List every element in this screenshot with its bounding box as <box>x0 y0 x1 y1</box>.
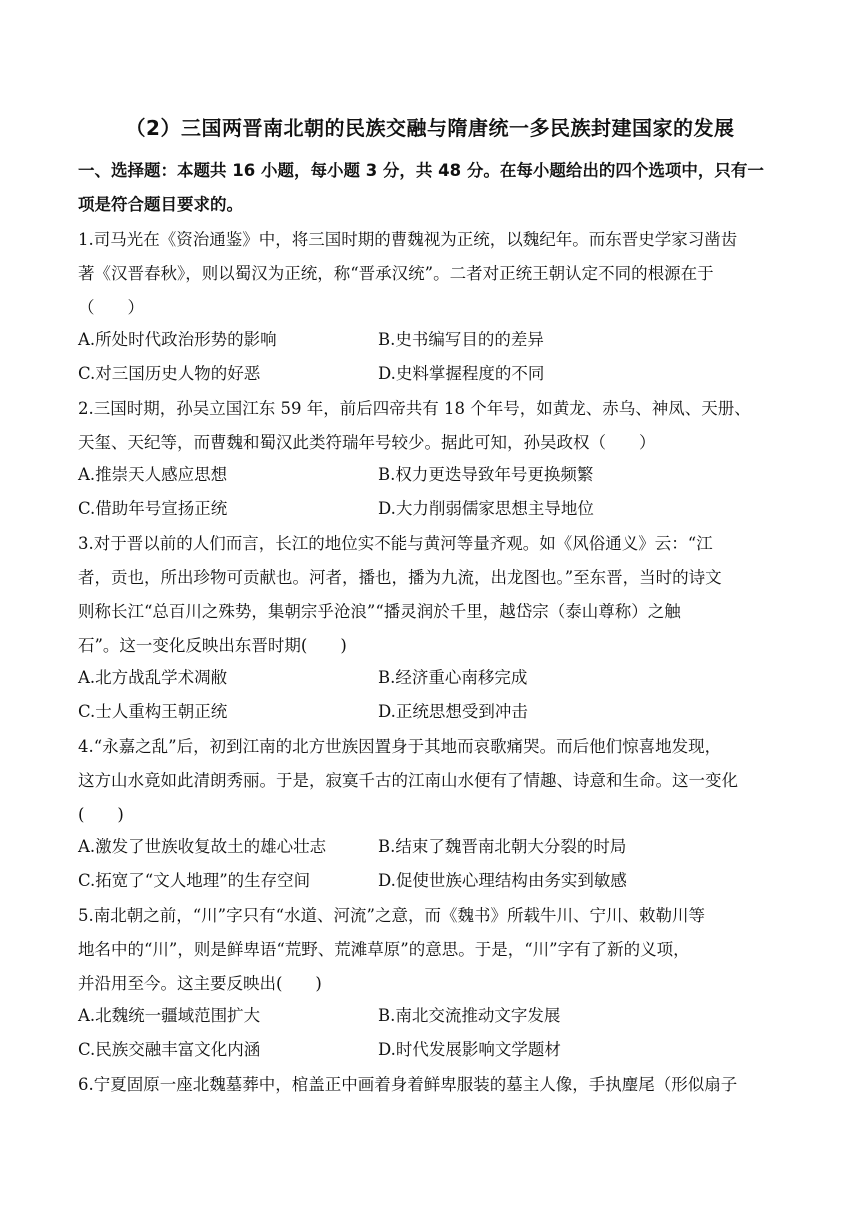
question-1-stem-line-3: （ ） <box>78 298 144 317</box>
question-3-option-c[interactable]: C.士人重构王朝正统 <box>78 702 228 721</box>
question-3-stem-line-1: 3.对于晋以前的人们而言，长江的地位实不能与黄河等量齐观。如《风俗通义》云：“江 <box>78 534 713 553</box>
question-1-option-d[interactable]: D.史料掌握程度的不同 <box>378 364 545 383</box>
question-5-option-b[interactable]: B.南北交流推动文字发展 <box>378 1006 561 1025</box>
question-1-option-b[interactable]: B.史书编写目的的差异 <box>378 330 544 349</box>
question-3-option-b[interactable]: B.经济重心南移完成 <box>378 668 528 687</box>
question-2-stem-line-2: 天玺、天纪等，而曹魏和蜀汉此类符瑞年号较少。据此可知，孙吴政权（ ） <box>78 433 656 452</box>
question-5-stem-line-2: 地名中的“川”，则是鲜卑语“荒野、荒滩草原”的意思。于是，“川”字有了新的义项， <box>78 940 690 959</box>
question-2-option-c[interactable]: C.借助年号宣扬正统 <box>78 499 228 518</box>
question-4-stem-line-1: 4.“永嘉之乱”后，初到江南的北方世族因置身于其地而哀歌痛哭。而后他们惊喜地发现， <box>78 737 722 756</box>
question-6-stem-line-1: 6.宁夏固原一座北魏墓葬中，棺盖正中画着身着鲜卑服装的墓主人像，手执麈尾（形似扇子 <box>78 1075 738 1094</box>
question-1-stem-line-2: 著《汉晋春秋》，则以蜀汉为正统，称“晋承汉统”。二者对正统王朝认定不同的根源在于 <box>78 264 714 283</box>
question-5-option-c[interactable]: C.民族交融丰富文化内涵 <box>78 1040 261 1059</box>
question-2-option-b[interactable]: B.权力更迭导致年号更换频繁 <box>378 465 594 484</box>
question-1-stem-line-1: 1.司马光在《资治通鉴》中，将三国时期的曹魏视为正统，以魏纪年。而东晋史学家习凿齿 <box>78 230 738 249</box>
question-3-option-a[interactable]: A.北方战乱学术凋敝 <box>78 668 228 687</box>
question-2-option-d[interactable]: D.大力削弱儒家思想主导地位 <box>378 499 594 518</box>
question-4-option-b[interactable]: B.结束了魏晋南北朝大分裂的时局 <box>378 837 627 856</box>
question-4-option-d[interactable]: D.促使世族心理结构由务实到敏感 <box>378 871 627 890</box>
question-5-option-d[interactable]: D.时代发展影响文学题材 <box>378 1040 561 1059</box>
question-4-stem-line-2: 这方山水竟如此清朗秀丽。于是，寂寞千古的江南山水便有了情趣、诗意和生命。这一变化 <box>78 771 738 790</box>
question-2-stem-line-1: 2.三国时期，孙吴立国江东 59 年，前后四帝共有 18 个年号，如黄龙、赤乌、神凤、天册、 <box>78 399 751 418</box>
page-title: （2）三国两晋南北朝的民族交融与隋唐统一多民族封建国家的发展 <box>125 116 735 140</box>
question-4-stem-line-3: ( ) <box>78 805 124 824</box>
question-5-stem-line-1: 5.南北朝之前，“川”字只有“水道、河流”之意，而《魏书》所载牛川、宁川、敕勒川等 <box>78 906 705 925</box>
question-3-stem-line-2: 者，贡也，所出珍物可贡献也。河者，播也，播为九流，出龙图也。”至东晋，当时的诗文 <box>78 568 722 587</box>
question-2-option-a[interactable]: A.推崇天人感应思想 <box>78 465 228 484</box>
question-4-option-a[interactable]: A.激发了世族收复故土的雄心壮志 <box>78 837 327 856</box>
question-5-stem-line-3: 并沿用至今。这主要反映出( ) <box>78 974 322 993</box>
question-3-option-d[interactable]: D.正统思想受到冲击 <box>378 702 528 721</box>
question-1-option-a[interactable]: A.所处时代政治形势的影响 <box>78 330 277 349</box>
question-3-stem-line-4: 石”。这一变化反映出东晋时期( ) <box>78 636 347 655</box>
question-4-option-c[interactable]: C.拓宽了“文人地理”的生存空间 <box>78 871 311 890</box>
section-heading-line-1: 一、选择题：本题共 16 小题，每小题 3 分，共 48 分。在每小题给出的四个选项中，只有一 <box>78 161 764 180</box>
question-3-stem-line-3: 则称长江“总百川之殊势，集朝宗乎沧浪”“播灵润於千里，越岱宗（泰山尊称）之触 <box>78 602 681 621</box>
question-1-option-c[interactable]: C.对三国历史人物的好恶 <box>78 364 261 383</box>
section-heading-line-2: 项是符合题目要求的。 <box>78 195 243 214</box>
question-5-option-a[interactable]: A.北魏统一疆域范围扩大 <box>78 1006 261 1025</box>
